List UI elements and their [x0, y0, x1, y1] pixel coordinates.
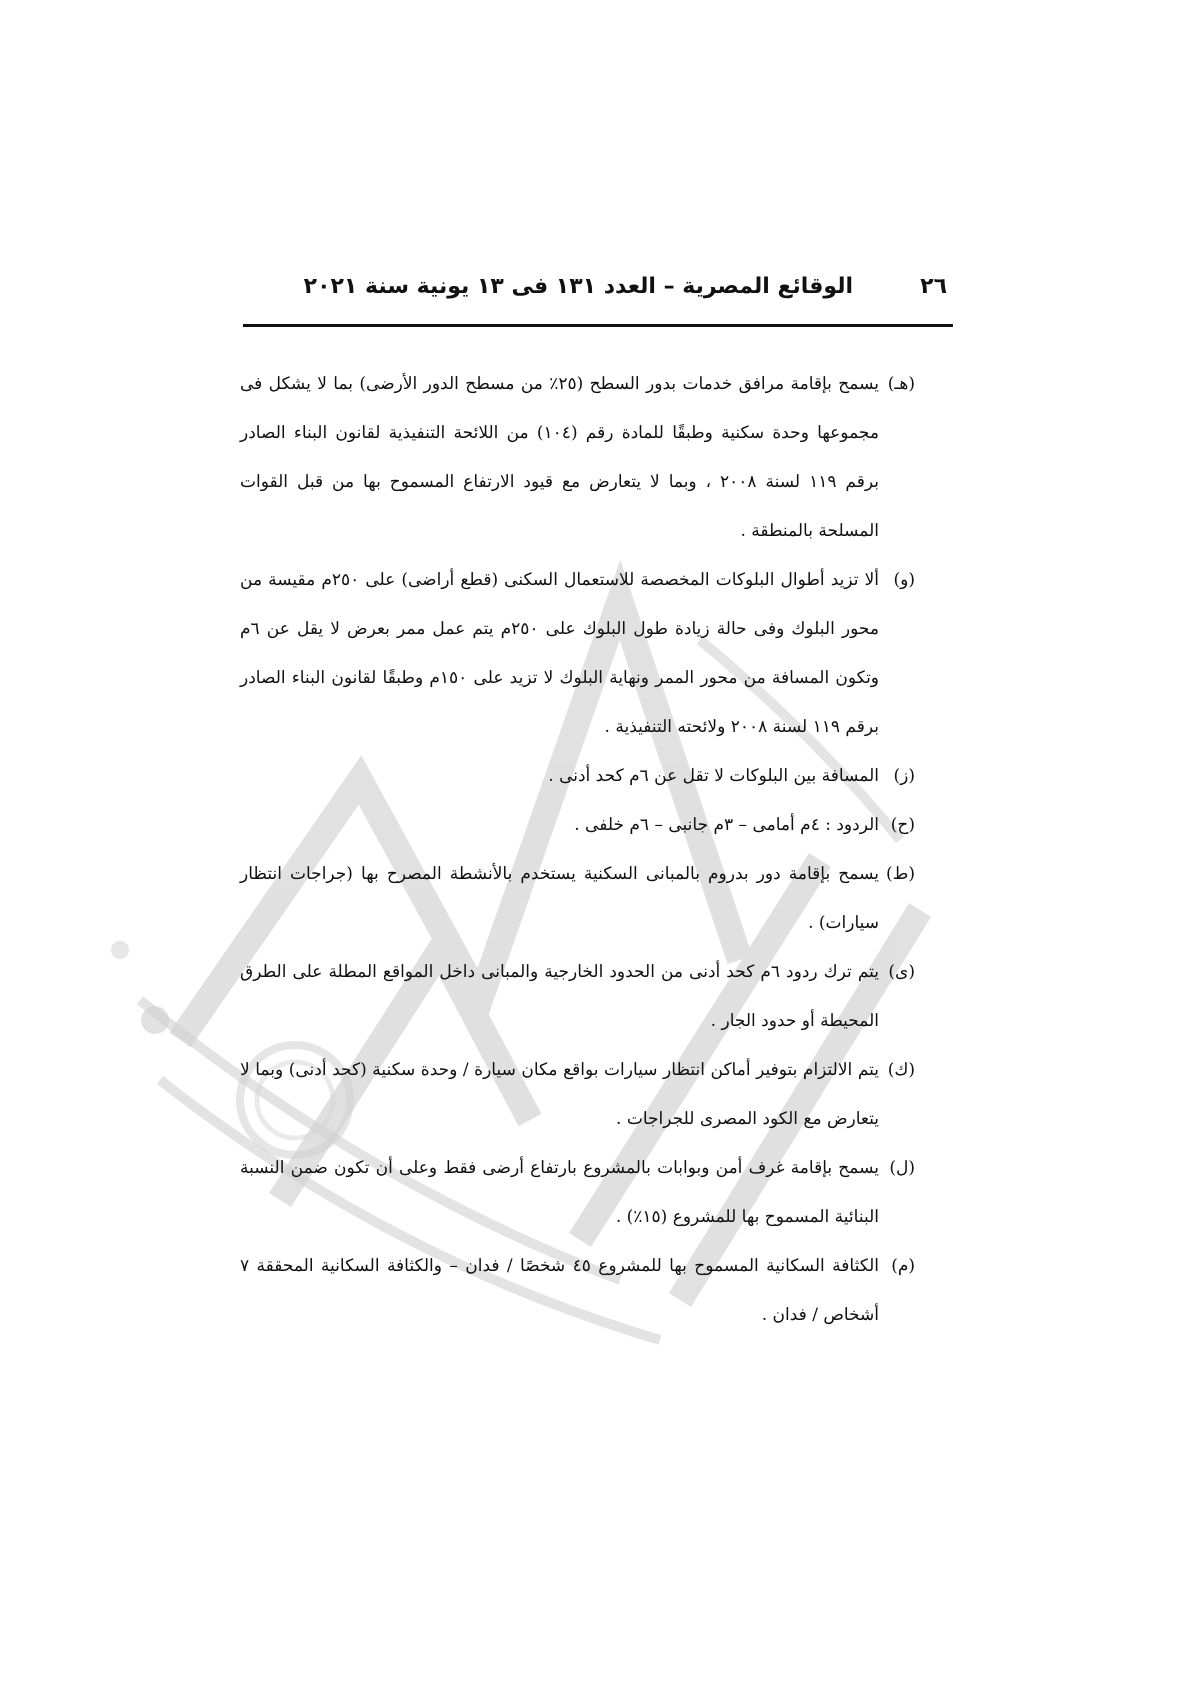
- list-item: [240, 948, 915, 1046]
- item-marker: (هـ): [887, 374, 915, 394]
- list-item: [240, 1144, 915, 1242]
- list-item: [240, 850, 915, 948]
- item-marker: (ى): [888, 962, 915, 982]
- gazette-title: الوقائع المصرية – العدد ١٣١ فى ١٣ يونية سنة ٢٠٢١: [303, 274, 853, 299]
- document-body: [240, 360, 915, 1340]
- item-marker: (م): [891, 1256, 915, 1276]
- list-item: [240, 1046, 915, 1144]
- item-marker: (ك): [887, 1060, 915, 1080]
- item-text: يسمح بإقامة مرافق خدمات بدور السطح (٢٥٪ من مسطح الدور الأرضى) بما لا يشكل فى مجموعها وحدة سكنية وطبقًا للمادة رقم (١٠٤) من اللائحة التنفيذية لقانون البناء الصادر برقم ١١٩ لسنة ٢٠٠٨ ، وبما لا يتعارض مع قيود الارتفاع المسموح بها من قبل القوات المسلحة بالمنطقة .: [240, 374, 879, 541]
- item-text: يسمح بإقامة دور بدروم بالمبانى السكنية يستخدم بالأنشطة المصرح بها (جراجات انتظار سيارات) .: [240, 864, 879, 933]
- list-item: [240, 1242, 915, 1340]
- page-number: ٢٦: [920, 274, 947, 299]
- item-marker: (ز): [893, 766, 915, 786]
- item-marker: (ط): [886, 864, 915, 884]
- item-text: الردود : ٤م أمامى – ٣م جانبى – ٦م خلفى .: [574, 815, 879, 835]
- list-item: [240, 752, 915, 801]
- page-header: [243, 268, 953, 327]
- item-marker: (ح): [890, 815, 915, 835]
- item-text: المسافة بين البلوكات لا تقل عن ٦م كحد أدنى .: [548, 766, 879, 786]
- list-item: [240, 556, 915, 752]
- item-text: يتم ترك ردود ٦م كحد أدنى من الحدود الخارجية والمبانى داخل المواقع المطلة على الطرق المحيطة أو حدود الجار .: [240, 962, 879, 1031]
- item-text: ألا تزيد أطوال البلوكات المخصصة للاستعمال السكنى (قطع أراضى) على ٢٥٠م مقيسة من محور البلوك وفى حالة زيادة طول البلوك على ٢٥٠م يتم عمل ممر بعرض لا يقل عن ٦م وتكون المسافة من محور الممر ونهاية البلوك لا تزيد على ١٥٠م وطبقًا لقانون البناء الصادر برقم ١١٩ لسنة ٢٠٠٨ ولائحته التنفيذية .: [240, 570, 880, 737]
- item-text: الكثافة السكانية المسموح بها للمشروع ٤٥ شخصًا / فدان – والكثافة السكانية المحققة ٧ أشخاص / فدان .: [240, 1256, 879, 1325]
- item-marker: (ل): [889, 1158, 915, 1178]
- item-text: يتم الالتزام بتوفير أماكن انتظار سيارات بواقع مكان سيارة / وحدة سكنية (كحد أدنى) وبما لا يتعارض مع الكود المصرى للجراجات .: [240, 1060, 879, 1129]
- item-marker: (و): [893, 570, 915, 590]
- item-text: يسمح بإقامة غرف أمن وبوابات بالمشروع بارتفاع أرضى فقط وعلى أن تكون ضمن النسبة البنائية المسموح بها للمشروع (١٥٪) .: [240, 1158, 879, 1227]
- list-item: [240, 801, 915, 850]
- list-item: [240, 360, 915, 556]
